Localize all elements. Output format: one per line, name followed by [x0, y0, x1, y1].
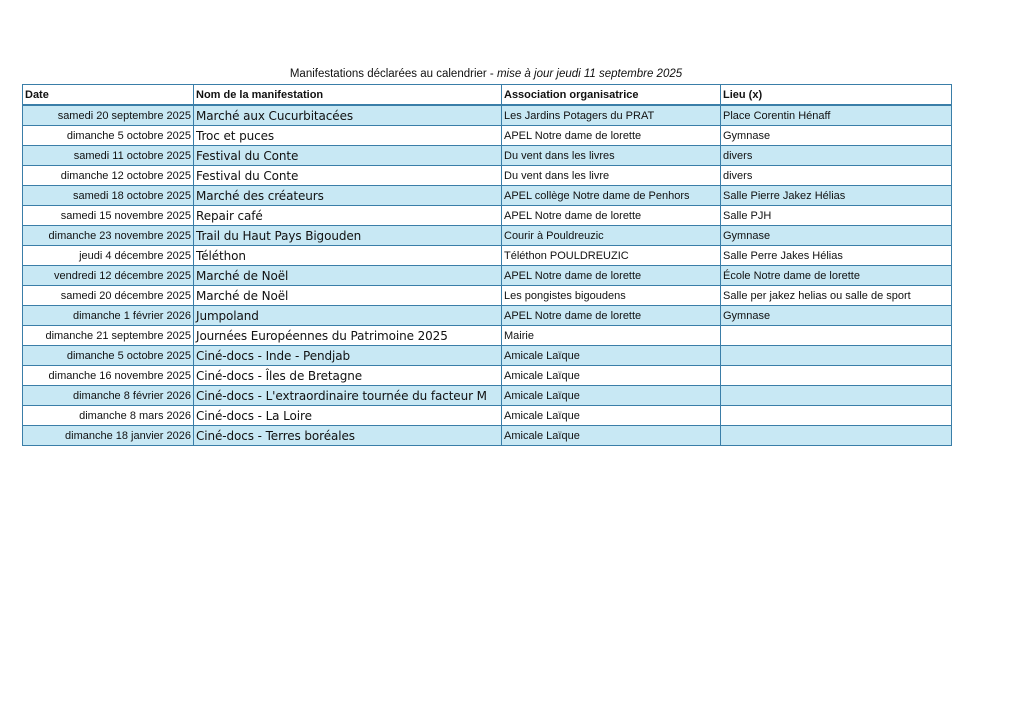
cell-date: samedi 11 octobre 2025 — [23, 146, 194, 166]
table-row — [23, 386, 952, 406]
table-row — [23, 326, 952, 346]
table-row — [23, 105, 952, 126]
events-table — [22, 84, 952, 446]
cell-lieu: Gymnase — [721, 126, 952, 146]
cell-lieu: Gymnase — [721, 306, 952, 326]
cell-date: dimanche 18 janvier 2026 — [23, 426, 194, 446]
cell-name: Repair café — [194, 206, 502, 226]
page-title — [22, 66, 950, 82]
cell-name: Trail du Haut Pays Bigouden — [194, 226, 502, 246]
cell-name: Téléthon — [194, 246, 502, 266]
cell-date: dimanche 12 octobre 2025 — [23, 166, 194, 186]
cell-lieu: Salle PJH — [721, 206, 952, 226]
cell-date: dimanche 21 septembre 2025 — [23, 326, 194, 346]
table-row — [23, 426, 952, 446]
table-row — [23, 226, 952, 246]
cell-association: Amicale Laïque — [502, 386, 721, 406]
table-header-row — [23, 85, 952, 106]
cell-name: Marché de Noël — [194, 266, 502, 286]
cell-association: APEL Notre dame de lorette — [502, 206, 721, 226]
table-row — [23, 206, 952, 226]
cell-association: Amicale Laïque — [502, 366, 721, 386]
cell-name: Festival du Conte — [194, 166, 502, 186]
table-row — [23, 266, 952, 286]
table-row — [23, 306, 952, 326]
cell-lieu — [721, 426, 952, 446]
cell-date: dimanche 5 octobre 2025 — [23, 126, 194, 146]
cell-lieu — [721, 366, 952, 386]
table-row — [23, 146, 952, 166]
cell-association: Les pongistes bigoudens — [502, 286, 721, 306]
table-row — [23, 406, 952, 426]
cell-name: Ciné-docs - Terres boréales — [194, 426, 502, 446]
cell-date: vendredi 12 décembre 2025 — [23, 266, 194, 286]
cell-date: dimanche 23 novembre 2025 — [23, 226, 194, 246]
header-date: Date — [23, 85, 194, 106]
cell-date: samedi 20 septembre 2025 — [23, 105, 194, 126]
table-row — [23, 246, 952, 266]
cell-date: samedi 18 octobre 2025 — [23, 186, 194, 206]
cell-association: APEL Notre dame de lorette — [502, 126, 721, 146]
cell-lieu: Place Corentin Hénaff — [721, 105, 952, 126]
cell-association: Courir à Pouldreuzic — [502, 226, 721, 246]
table-row — [23, 366, 952, 386]
cell-lieu: divers — [721, 166, 952, 186]
cell-name: Festival du Conte — [194, 146, 502, 166]
cell-lieu: divers — [721, 146, 952, 166]
cell-association: APEL Notre dame de lorette — [502, 266, 721, 286]
cell-lieu: Salle Perre Jakes Hélias — [721, 246, 952, 266]
cell-date: dimanche 5 octobre 2025 — [23, 346, 194, 366]
header-name: Nom de la manifestation — [194, 85, 502, 106]
cell-lieu: École Notre dame de lorette — [721, 266, 952, 286]
cell-association: APEL Notre dame de lorette — [502, 306, 721, 326]
cell-lieu: Gymnase — [721, 226, 952, 246]
header-association: Association organisatrice — [502, 85, 721, 106]
cell-association: APEL collège Notre dame de Penhors — [502, 186, 721, 206]
cell-name: Jumpoland — [194, 306, 502, 326]
cell-lieu — [721, 346, 952, 366]
table-row — [23, 346, 952, 366]
cell-lieu — [721, 406, 952, 426]
cell-association: Les Jardins Potagers du PRAT — [502, 105, 721, 126]
header-lieu: Lieu (x) — [721, 85, 952, 106]
cell-name: Troc et puces — [194, 126, 502, 146]
cell-association: Amicale Laïque — [502, 346, 721, 366]
cell-date: dimanche 8 mars 2026 — [23, 406, 194, 426]
cell-association: Du vent dans les livres — [502, 146, 721, 166]
cell-association: Téléthon POULDREUZIC — [502, 246, 721, 266]
cell-date: samedi 20 décembre 2025 — [23, 286, 194, 306]
cell-date: jeudi 4 décembre 2025 — [23, 246, 194, 266]
cell-lieu — [721, 326, 952, 346]
table-row — [23, 126, 952, 146]
cell-lieu: Salle per jakez helias ou salle de sport — [721, 286, 952, 306]
table-row — [23, 286, 952, 306]
cell-date: dimanche 1 février 2026 — [23, 306, 194, 326]
cell-association: Amicale Laïque — [502, 426, 721, 446]
cell-date: dimanche 16 novembre 2025 — [23, 366, 194, 386]
cell-name: Journées Européennes du Patrimoine 2025 — [194, 326, 502, 346]
title-main: Manifestations déclarées au calendrier - — [289, 68, 497, 80]
cell-name: Ciné-docs - L'extraordinaire tournée du facteur M — [194, 386, 502, 406]
cell-association: Du vent dans les livre — [502, 166, 721, 186]
cell-name: Ciné-docs - Îles de Bretagne — [194, 366, 502, 386]
cell-name: Ciné-docs - La Loire — [194, 406, 502, 426]
table-row — [23, 186, 952, 206]
cell-lieu — [721, 386, 952, 406]
cell-lieu: Salle Pierre Jakez Hélias — [721, 186, 952, 206]
cell-date: samedi 15 novembre 2025 — [23, 206, 194, 226]
cell-date: dimanche 8 février 2026 — [23, 386, 194, 406]
cell-name: Marché des créateurs — [194, 186, 502, 206]
cell-association: Mairie — [502, 326, 721, 346]
cell-association: Amicale Laïque — [502, 406, 721, 426]
title-update: mise à jour jeudi 11 septembre 2025 — [496, 68, 683, 80]
cell-name: Ciné-docs - Inde - Pendjab — [194, 346, 502, 366]
table-row — [23, 166, 952, 186]
cell-name: Marché aux Cucurbitacées — [194, 105, 502, 126]
cell-name: Marché de Noël — [194, 286, 502, 306]
